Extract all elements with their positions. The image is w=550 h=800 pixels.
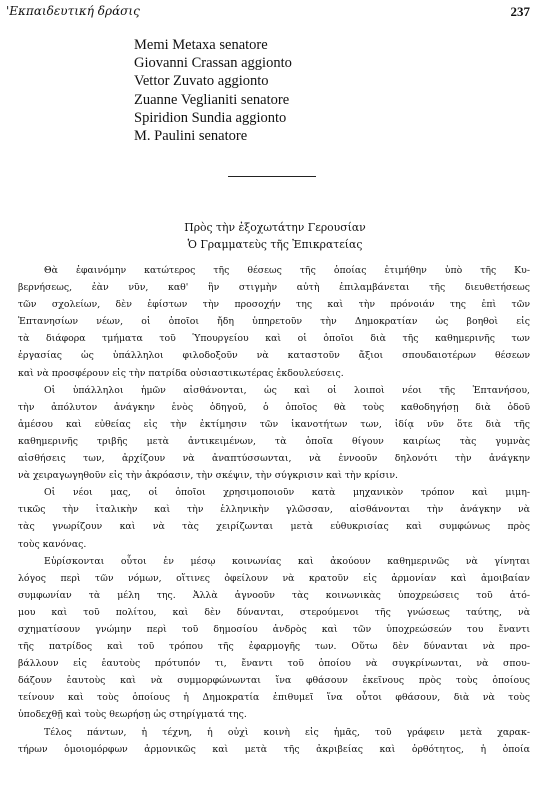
text-line: αἰσθήσεις των, ἀρχίζουν νὰ ἀναπτύσσωνται, νὰ ἐννοοῦν δηλονότι τὴν ἀνάγκην xyxy=(18,453,530,465)
signatory: Giovanni Crassan aggionto xyxy=(134,55,292,72)
paragraph xyxy=(18,382,530,485)
running-header xyxy=(6,4,534,20)
text-line: Ἑπτανησίων νέων, οἱ ὁποῖοι ἤδη ὑπηρετοῦν τὴν Δημοκρατίαν ὡς βοηθοὶ εἰς xyxy=(18,316,530,328)
text-line: Οἱ νέοι μας, οἱ ὁποῖοι χρησιμοποιοῦν κατὰ μηχανικὸν τρόπον καὶ μιμη- xyxy=(44,487,530,499)
text-line: ἐργασίας ὡς ὑπάλληλοι φιλοδοξοῦν νὰ καταστοῦν ἄξιοι σπουδαιοτέρων θέσεων xyxy=(18,350,530,362)
address-sender: Ὁ Γραμματεὺς τῆς Ἐπικρατείας xyxy=(187,238,363,251)
letter-body xyxy=(18,262,530,758)
text-line: νὰ χειραγωγηθοῦν εἰς τὴν ἀκρόασιν, τὴν σκέψιν, τὴν σύγκρισιν καὶ τὴν κρίσιν. xyxy=(18,470,398,482)
text-line: Εὑρίσκονται οὗτοι ἐν μέσῳ κοινωνίας καὶ ἀκούουν καθημερινῶς νὰ γίνηται xyxy=(44,555,530,567)
signatory: Zuanne Veglianiti senatore xyxy=(134,91,290,108)
signatories-list xyxy=(134,36,292,145)
signatory: Spiridion Sundia aggionto xyxy=(134,109,287,126)
signatory: M. Paulini senatore xyxy=(134,128,248,145)
text-line: τοὺς κανόνας. xyxy=(18,538,87,550)
text-line: ἀμέσου καὶ εὐθείας εἰς τὴν ἐκτίμησιν τῶν ἱκανοτήτων των, ἰδίᾳ νῦν ὅτε διὰ τῆς xyxy=(18,418,530,430)
text-line: λόγος περὶ τῶν νόμων, οἵτινες ὀφείλουν νὰ κρατοῦν εἰς ἁρμονίαν καὶ ἀμοιβαίαν xyxy=(18,572,530,584)
text-line: σχηματίσουν γνώμην περὶ τοῦ δημοσίου ἀνδρὸς καὶ τῶν ὑποχρεώσεών του ἔναντι xyxy=(18,623,530,635)
text-line: μου καὶ τοῦ πολίτου, καὶ δὲν δύνανται, στερούμενοι τῆς γνώσεως ταύτης, νὰ xyxy=(18,606,530,618)
text-line: καθημερινῆς τριβῆς μετὰ ἀντικειμένων, τὰ ὁποῖα θίγουν καιρίως τὰς γυμνὰς xyxy=(18,435,530,447)
text-line: τῶν σχολείων, δὲν ἐφίστων τὴν προσοχήν της καὶ τὴν πρόνοιάν της ἐπὶ τῶν xyxy=(18,299,530,311)
paragraph xyxy=(18,553,530,724)
running-title: 'Εκπαιδευτική δράσις xyxy=(6,4,140,18)
text-line: βερνήσεως, ἐὰν νῦν, καθ' ἣν στιγμὴν αὐτὴ ἐπιλαμβάνεται τῆς διευθετήσεως xyxy=(18,282,530,294)
text-line: Θὰ ἐφαινόμην κατώτερος τῆς θέσεως τῆς ὁποίας ἐτιμήθην ὑπὸ τῆς Κυ- xyxy=(44,265,530,276)
text-line: Οἱ ὑπάλληλοι ἡμῶν αἰσθάνονται, ὡς καὶ οἱ λοιποὶ νέοι τῆς Ἑπτανήσου, xyxy=(44,384,530,396)
paragraph xyxy=(18,724,530,758)
text-line: τῆς πατρίδος καὶ τοῦ τρόπου τῆς ἐφαρμογῆς των. Οὕτω δὲν δύνανται νὰ προ- xyxy=(18,641,530,653)
address-recipient: Πρὸς τὴν ἐξοχωτάτην Γερουσίαν xyxy=(184,221,366,234)
text-line: συμφωνίαν τὰ μέλη της. Ἀλλὰ ἀγνοοῦν τὰς κοινωνικὰς ὑποχρεώσεις τοῦ ἀτό- xyxy=(18,589,530,601)
text-line: καὶ νὰ προσφέρουν εἰς τὴν πατρίδα οὐσιαστικωτέρας ἐκδουλεύσεις. xyxy=(18,367,344,379)
text-line: τικῶς τὴν ἰταλικὴν καὶ τὴν ἑλληνικὴν γλῶσσαν, αἰσθάνονται τὴν ἀνάγκην νὰ xyxy=(18,504,530,516)
paragraph xyxy=(18,262,530,382)
paragraph xyxy=(18,484,530,552)
text-line: τείνουν καὶ τοὺς ὁποίους ἡ Δημοκρατία ἐπιθυμεῖ ἵνα οὗτοι φθάσουν, διὰ νὰ τοὺς xyxy=(18,692,530,704)
section-divider xyxy=(228,176,316,177)
text-line: τὰ διάφορα τμήματα τοῦ Ὑπουργείου καὶ οἱ ὁποῖοι διὰ τῆς καθημερινῆς των xyxy=(18,333,530,345)
text-line: δάζουν ἑαυτοὺς καὶ νὰ συμμορφώνωνται ἵνα φθάσουν ἐκεῖνους πρὸς τοὺς ὁποίους xyxy=(18,675,530,687)
signatory: Memi Metaxa senatore xyxy=(134,37,268,53)
text-line: τὴν ἀπόλυτον ἀνάγκην ἑνὸς ὁδηγοῦ, ὁ ὁποῖος θὰ τοὺς καθοδηγήσῃ διὰ ὁδοῦ xyxy=(18,401,530,413)
text-line: Τέλος πάντων, ἡ τέχνη, ἡ οὐχὶ κοινὴ εἰς ἡμᾶς, τοῦ γράφειν μετὰ χαρακ- xyxy=(44,726,530,738)
text-line: τὰς γνωρίζουν καὶ νὰ τὰς χειρίζωνται μετὰ εὐθυκρισίας καὶ συμφώνως πρὸς xyxy=(18,521,530,533)
signatory: Vettor Zuvato aggionto xyxy=(134,73,269,90)
text-line: ὑποδεχθῇ καὶ τοὺς θεωρήσῃ ὡς στηρίγματά της. xyxy=(18,709,247,721)
text-line: βάλλουν εἰς ἑαυτοὺς πρότυπόν τι, ἔναντι τοῦ ὁποίου νὰ συγκρίνωνται, νὰ σπου- xyxy=(18,658,530,670)
text-line: τήρων ὁμοιομόρφων ἁρμονικῶς καὶ μετὰ τῆς ἀκριβείας καὶ ὀρθότητος, ἡ ὁποία xyxy=(18,743,530,755)
page-number: 237 xyxy=(510,4,530,19)
